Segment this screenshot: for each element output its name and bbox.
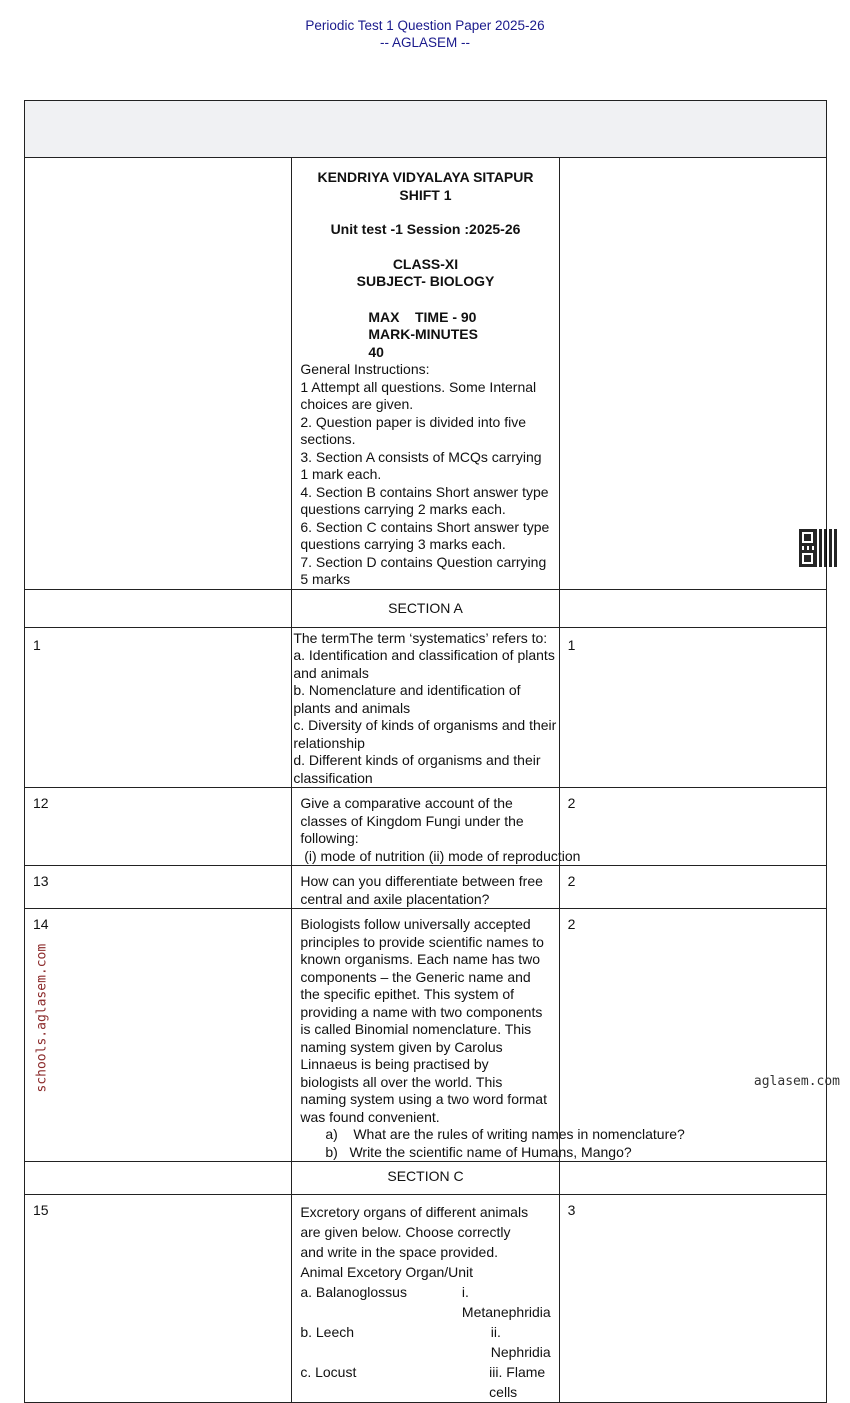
question-text xyxy=(292,788,581,866)
section-c-heading: SECTION C xyxy=(292,1162,559,1195)
animal: b. Leech xyxy=(300,1324,355,1340)
instruction: 4. Section B contains Short answer type questions carrying 2 marks each. xyxy=(300,483,549,517)
passage: Biologists follow universally accepted principles to provide scientific names to known organisms. Each name has two components – the Generic name and the specific epithet. This system of providing a name with two components is called Binomial nomenclature. This naming system given by Carolus Linnaeus is being practised by biologists all over the world. This naming system using a two word format was found convenient. xyxy=(300,916,547,1125)
section-a-heading: SECTION A xyxy=(292,589,559,627)
option: b. Nomenclature and identification of plants and animals xyxy=(293,682,521,716)
question-text xyxy=(292,627,559,788)
question-row xyxy=(25,866,827,909)
question-line: Give a comparative account of the classes of Kingdom Fungi under the following: xyxy=(300,795,524,846)
question-number: 12 xyxy=(25,788,292,866)
instruction: 2. Question paper is divided into five sections. xyxy=(300,413,527,447)
sub-question: b) Write the scientific name of Humans, Mango? xyxy=(325,1143,632,1160)
sub-question: a) What are the rules of writing names in nomenclature? xyxy=(325,1126,685,1142)
paper-info xyxy=(292,158,559,590)
gray-header-row xyxy=(25,101,827,158)
match-pair xyxy=(300,1322,550,1362)
question-line: Excretory organs of different animals are given below. Choose correctly xyxy=(300,1204,529,1240)
option: a. Identification and classification of plants and animals xyxy=(293,647,555,681)
max-mark: MAX MARK-40 xyxy=(368,308,415,360)
instruction: 3. Section A consists of MCQs carrying 1 mark each. xyxy=(300,448,542,482)
footer-watermark: aglasem.com xyxy=(753,1074,840,1089)
question-text xyxy=(292,1195,559,1403)
page-header xyxy=(0,17,850,51)
time: TIME - 90 MINUTES xyxy=(414,308,478,342)
header-title: Periodic Test 1 Question Paper 2025-26 xyxy=(305,18,545,33)
side-watermark: schools.aglasem.com xyxy=(34,943,50,1093)
match-pair xyxy=(300,1362,550,1402)
match-pair xyxy=(300,1282,550,1322)
class: CLASS-XI xyxy=(392,255,459,272)
school-name: KENDRIYA VIDYALAYA SITAPUR SHIFT 1 xyxy=(317,169,534,203)
subject: SUBJECT- BIOLOGY xyxy=(356,273,495,289)
question-line: How can you differentiate between free central and axile placentation? xyxy=(300,873,543,907)
question-line: Animal Excetory Organ/Unit xyxy=(300,1264,474,1280)
question-number: 1 xyxy=(25,627,292,788)
qr-code-icon xyxy=(799,529,837,567)
option: d. Different kinds of organisms and their classification xyxy=(293,752,541,786)
question-number: 13 xyxy=(25,866,292,909)
session: Unit test -1 Session :2025-26 xyxy=(330,221,521,237)
animal: a. Balanoglossus xyxy=(300,1284,407,1300)
organ: i. Metanephridia xyxy=(461,1284,551,1320)
question-stem: The termThe term ‘systematics’ refers to: xyxy=(293,629,548,646)
instructions-title: General Instructions: xyxy=(300,361,430,377)
organ: iii. Flame cells xyxy=(489,1364,546,1400)
question-marks: 2 xyxy=(559,788,826,866)
instruction: 7. Section D contains Question carrying 5 marks xyxy=(300,553,547,587)
option: c. Diversity of kinds of organisms and their relationship xyxy=(293,717,557,751)
question-number: 15 xyxy=(25,1195,292,1403)
animal: c. Locust xyxy=(300,1364,357,1380)
question-row xyxy=(25,788,827,866)
question-row xyxy=(25,1195,827,1403)
question-marks: 1 xyxy=(559,627,826,788)
question-marks: 3 xyxy=(559,1195,826,1403)
question-line: and write in the space provided. xyxy=(300,1244,499,1260)
header-brand: -- AGLASEM -- xyxy=(379,35,470,50)
instruction: 6. Section C contains Short answer type questions carrying 3 marks each. xyxy=(300,518,550,552)
instruction: 1 Attempt all questions. Some Internal choices are given. xyxy=(300,378,537,412)
question-line: (i) mode of nutrition (ii) mode of reproduction xyxy=(300,847,581,864)
organ: ii. Nephridia xyxy=(490,1324,551,1360)
question-row xyxy=(25,909,827,1162)
question-marks: 2 xyxy=(559,866,826,909)
question-marks: 2 xyxy=(559,909,826,1162)
question-paper-table xyxy=(24,100,827,1403)
question-text xyxy=(292,866,559,909)
question-text xyxy=(292,909,685,1162)
question-row xyxy=(25,627,827,788)
question-number: 14 xyxy=(25,909,292,1162)
